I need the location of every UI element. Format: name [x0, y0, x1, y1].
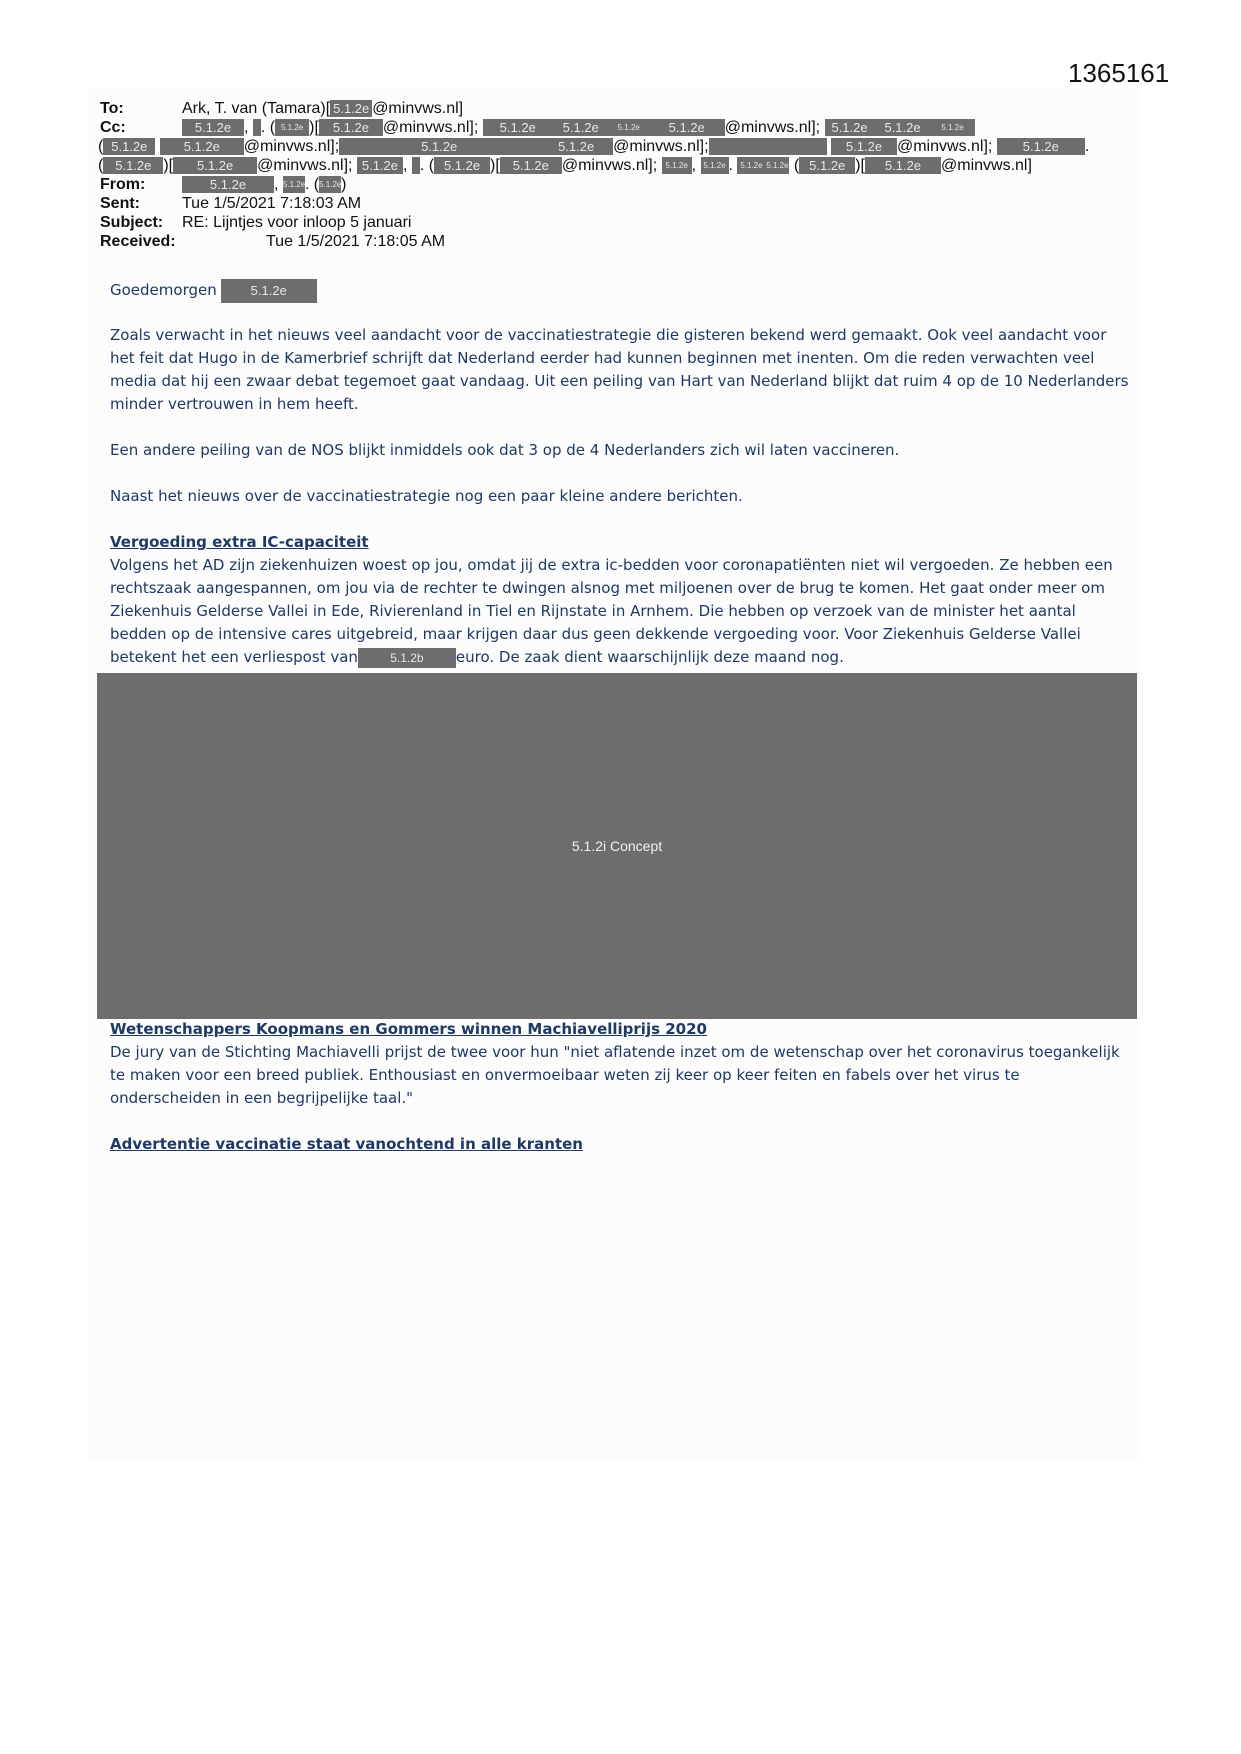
- redaction-box: 5.1.2e: [875, 119, 931, 136]
- redaction-box: 5.1.2e: [539, 138, 613, 155]
- redaction-box: 5.1.2e: [160, 138, 244, 155]
- cc-row: [100, 118, 1140, 175]
- redaction-box: 5.1.2e: [221, 279, 317, 303]
- redaction-box: 5.1.2e: [434, 157, 490, 174]
- redaction-box: 5.1.2e: [283, 176, 305, 193]
- cc-domain: @minvws.nl];: [613, 138, 709, 155]
- cc-domain: @minvws.nl];: [243, 138, 340, 155]
- large-redaction-block: [97, 673, 1137, 1019]
- redaction-box: [253, 119, 261, 136]
- section-heading-machiavelli-prize: Wetenschappers Koopmans en Gommers winnen Machiavelliprijs 2020: [110, 1020, 707, 1038]
- redaction-box: 5.1.2e: [997, 138, 1085, 155]
- cc-label: Cc:: [100, 119, 126, 136]
- redaction-box: 5.1.2e: [553, 119, 609, 136]
- from-label: From:: [100, 176, 146, 193]
- to-label: To:: [100, 100, 124, 117]
- document-id-number: 1365161: [1068, 58, 1170, 88]
- cc-line-1: 5.1.2e , . ( 5.1.2e )[ 5.1.2e @minvws.nl]; 5.1.2e 5.1.2e 5.1.2e 5.1.2e @minvws.nl]; 5.1.2e 5.1.2e 5.1.2e: [182, 118, 975, 137]
- cc-domain: @minvws.nl]: [941, 157, 1032, 174]
- section-heading-vaccination-ad: Advertentie vaccinatie staat vanochtend in alle kranten: [110, 1135, 583, 1153]
- subject-row: [100, 213, 1140, 232]
- cc-line-2: ( 5.1.2e 5.1.2e @minvws.nl]; 5.1.2e 5.1.2e @minvws.nl]; 5.1.2e @minvws.nl]; 5.1.2e .: [98, 138, 1090, 155]
- cc-domain: @minvws.nl];: [257, 157, 353, 174]
- subject-value: RE: Lijntjes voor inloop 5 januari: [182, 214, 412, 231]
- redaction-box: 5.1.2e: [662, 157, 692, 174]
- cc-domain: @minvws.nl];: [561, 157, 658, 174]
- sent-label: Sent:: [100, 195, 140, 212]
- sent-row: [100, 194, 1140, 213]
- redaction-box: 5.1.2e: [275, 119, 309, 136]
- received-label: Received:: [100, 233, 176, 250]
- redaction-box: 5.1.2e: [765, 157, 789, 174]
- subject-label: Subject:: [100, 214, 164, 231]
- redaction-box: 5.1.2e: [799, 157, 855, 174]
- paragraph-vaccination-strategy: Zoals verwacht in het nieuws veel aandacht voor de vaccinatiestrategie die gisteren bekend werd gemaakt. Ook veel aandacht voor het feit dat Hugo in de Kamerbrief schrijft dat Nederland eerder had kunnen beginnen met inenten. Om die reden verwachten veel media dat hij een zwaar debat tegemoet gaat vandaag. Uit een peiling van Hart van Nederland blijkt dat ruim 4 op de 10 Nederlanders minder vertrouwen in hem heeft.: [110, 326, 1129, 413]
- received-value: Tue 1/5/2021 7:18:05 AM: [266, 233, 446, 250]
- to-row: [100, 99, 1140, 118]
- sent-value: Tue 1/5/2021 7:18:03 AM: [182, 195, 362, 212]
- greeting: [110, 278, 1130, 303]
- redaction-box: 5.1.2e: [182, 176, 274, 193]
- redaction-box: [412, 157, 420, 174]
- redaction-box: 5.1.2e: [357, 157, 403, 174]
- section-text-ic-capacity: [110, 554, 1130, 669]
- paragraph-other-news: Naast het nieuws over de vaccinatiestrategie nog een paar kleine andere berichten.: [110, 487, 743, 505]
- to-name: Ark, T. van (Tamara)[: [182, 100, 331, 117]
- redaction-box: 5.1.2e: [609, 119, 649, 136]
- redaction-box: 5.1.2e: [182, 119, 244, 136]
- redaction-box: 5.1.2e: [737, 157, 765, 174]
- redaction-box: 5.1.2e: [825, 119, 875, 136]
- paragraph-nos-poll: Een andere peiling van de NOS blijkt inmiddels ook dat 3 op de 4 Nederlanders zich wil laten vaccineren.: [110, 441, 900, 459]
- redaction-box: 5.1.2e: [103, 157, 163, 174]
- redaction-box: 5.1.2e: [103, 138, 155, 155]
- from-row: [100, 175, 1140, 194]
- redaction-box: 5.1.2e: [701, 157, 729, 174]
- redaction-box: 5.1.2e: [931, 119, 975, 136]
- cc-domain: @minvws.nl];: [382, 119, 479, 136]
- redaction-box: 5.1.2e: [319, 119, 383, 136]
- redaction-box: 5.1.2b: [358, 648, 456, 668]
- email-body: [110, 278, 1130, 669]
- redaction-box: 5.1.2e: [649, 119, 725, 136]
- from-value: 5.1.2e , 5.1.2e. (5.1.2e): [182, 175, 346, 194]
- to-value: [182, 99, 463, 118]
- large-redaction-label: 5.1.2i Concept: [571, 838, 663, 854]
- to-domain: @minvws.nl]: [372, 100, 464, 117]
- redaction-box: 5.1.2e: [500, 157, 562, 174]
- greeting-text: Goedemorgen: [110, 281, 217, 299]
- redaction-box: 5.1.2e: [319, 176, 341, 193]
- email-body-continued: [110, 1018, 1130, 1156]
- ic-text-after: euro. De zaak dient waarschijnlijk deze maand nog.: [455, 648, 844, 666]
- redaction-box: 5.1.2e: [865, 157, 941, 174]
- redaction-box: 5.1.2e: [330, 100, 372, 117]
- cc-domain: @minvws.nl];: [724, 119, 821, 136]
- cc-line-3: ( 5.1.2e )[ 5.1.2e @minvws.nl]; 5.1.2e , . ( 5.1.2e )[ 5.1.2e @minvws.nl]; 5.1.2e , 5.1.2e . 5.1.2e 5.1.2e ( 5.1.2e )[ 5.1.2e @minvws.nl]: [98, 157, 1032, 174]
- redaction-box: 5.1.2e: [173, 157, 257, 174]
- received-row: [100, 232, 1140, 251]
- redaction-box: 5.1.2e: [483, 119, 553, 136]
- section-heading-ic-capacity: Vergoeding extra IC-capaciteit: [110, 533, 369, 551]
- ic-text-before: Volgens het AD zijn ziekenhuizen woest op jou, omdat jij de extra ic-bedden voor coronapatiënten niet wil vergoeden. Ze hebben een rechtszaak aangespannen, om jou via de rechter te dwingen alsnog met miljoenen over de brug te komen. Het gaat onder meer om Ziekenhuis Gelderse Vallei in Ede, Rivierenland in Tiel en Rijnstate in Arnhem. Die hebben op verzoek van de minister het aantal bedden op de intensive cares uitgebreid, maar krijgen daar dus geen dekkende vergoeding voor. Voor Ziekenhuis Gelderse Vallei betekent het een verliespost van: [110, 556, 1113, 666]
- email-header: [100, 99, 1140, 251]
- section-text-machiavelli-prize: De jury van de Stichting Machiavelli prijst de twee voor hun "niet aflatende inzet om de wetenschap over het coronavirus toegankelijk te maken voor een breed publiek. Enthousiast en onvermoeibaar weten zij keer op keer feiten en fabels over het virus te onderscheiden in een begrijpelijke taal.": [110, 1043, 1120, 1107]
- redaction-box: 5.1.2e: [339, 138, 539, 155]
- redaction-box: 5.1.2e: [831, 138, 897, 155]
- redaction-box: [709, 138, 827, 155]
- cc-domain: @minvws.nl];: [896, 138, 993, 155]
